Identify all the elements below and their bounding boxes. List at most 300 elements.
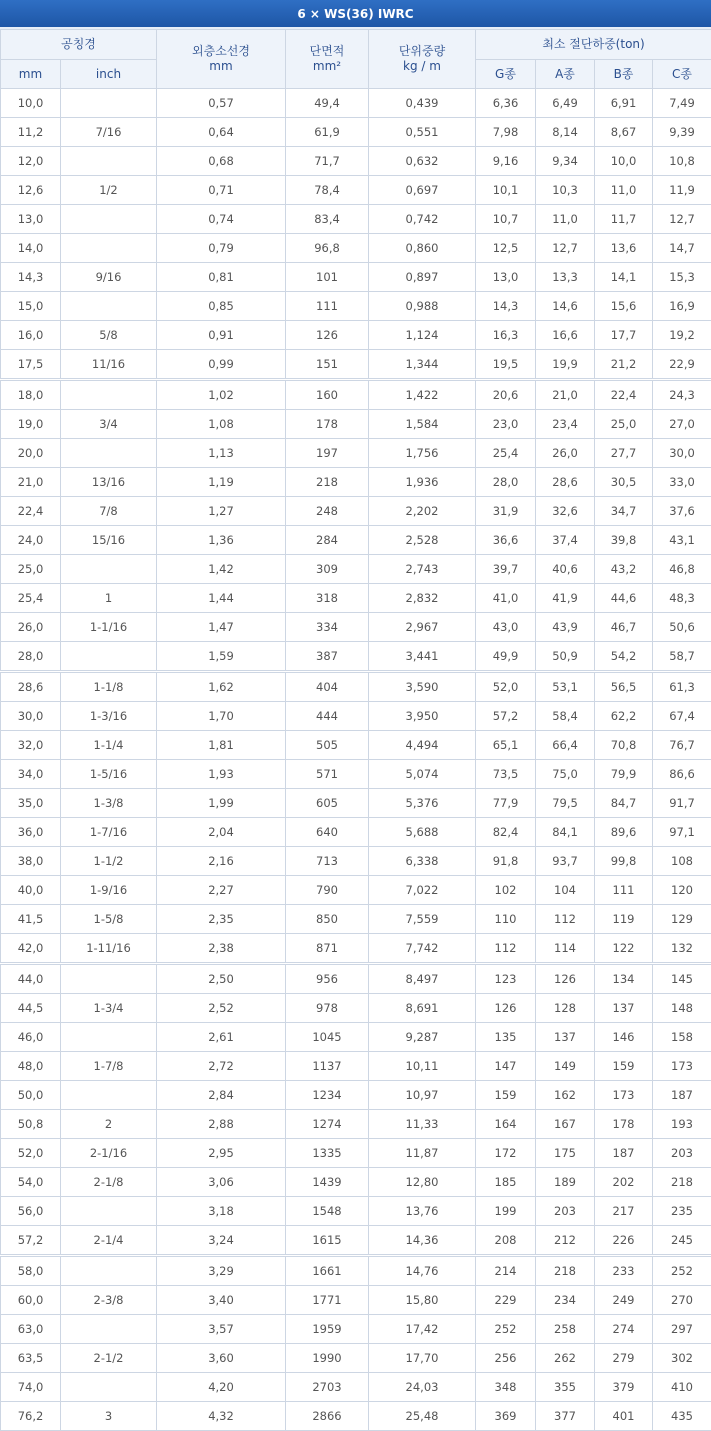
cell-mm: 14,3 [1,263,61,292]
cell-grade-b: 62,2 [595,702,653,731]
cell-grade-g: 73,5 [476,760,536,789]
table-row [1,410,711,439]
cell-grade-b: 178 [595,1110,653,1139]
cell-cross-section: 318 [286,584,369,613]
cell-grade-b: 11,7 [595,205,653,234]
cell-cross-section: 284 [286,526,369,555]
cell-inch [61,1197,157,1226]
cell-cross-section: 1959 [286,1315,369,1344]
cell-outer-wire: 1,47 [157,613,286,642]
cell-mm: 25,0 [1,555,61,584]
cell-outer-wire: 2,50 [157,964,286,994]
cell-unit-weight: 13,76 [369,1197,476,1226]
cell-grade-g: 172 [476,1139,536,1168]
cell-outer-wire: 0,68 [157,147,286,176]
table-row [1,468,711,497]
cell-grade-g: 10,7 [476,205,536,234]
cell-mm: 36,0 [1,818,61,847]
cell-grade-g: 110 [476,905,536,934]
cell-unit-weight: 1,344 [369,350,476,380]
cell-outer-wire: 4,20 [157,1373,286,1402]
cell-grade-a: 258 [536,1315,595,1344]
cell-grade-b: 25,0 [595,410,653,439]
cell-grade-c: 145 [653,964,711,994]
cell-grade-b: 43,2 [595,555,653,584]
cell-grade-g: 13,0 [476,263,536,292]
cell-grade-g: 199 [476,1197,536,1226]
cell-unit-weight: 2,967 [369,613,476,642]
cell-grade-b: 217 [595,1197,653,1226]
cell-grade-c: 9,39 [653,118,711,147]
cell-outer-wire: 1,99 [157,789,286,818]
cell-grade-g: 256 [476,1344,536,1373]
cell-outer-wire: 4,32 [157,1402,286,1431]
cell-outer-wire: 1,08 [157,410,286,439]
table-row [1,205,711,234]
cell-mm: 12,6 [1,176,61,205]
cell-outer-wire: 2,52 [157,994,286,1023]
cell-outer-wire: 2,35 [157,905,286,934]
cell-grade-c: 27,0 [653,410,711,439]
table-row [1,1402,711,1431]
cell-grade-c: 67,4 [653,702,711,731]
cell-cross-section: 571 [286,760,369,789]
cell-cross-section: 1548 [286,1197,369,1226]
cell-mm: 28,6 [1,672,61,702]
cell-grade-b: 22,4 [595,380,653,410]
cell-mm: 48,0 [1,1052,61,1081]
cell-mm: 42,0 [1,934,61,964]
cell-cross-section: 1615 [286,1226,369,1256]
cell-grade-a: 11,0 [536,205,595,234]
cell-unit-weight: 0,988 [369,292,476,321]
cell-grade-g: 28,0 [476,468,536,497]
cell-grade-c: 86,6 [653,760,711,789]
cell-grade-g: 164 [476,1110,536,1139]
cell-cross-section: 78,4 [286,176,369,205]
cell-mm: 57,2 [1,1226,61,1256]
cell-grade-c: 302 [653,1344,711,1373]
cell-outer-wire: 2,61 [157,1023,286,1052]
cell-grade-g: 23,0 [476,410,536,439]
cell-grade-a: 162 [536,1081,595,1110]
cell-unit-weight: 0,697 [369,176,476,205]
cell-outer-wire: 2,88 [157,1110,286,1139]
cell-grade-g: 7,98 [476,118,536,147]
cell-grade-c: 108 [653,847,711,876]
table-row [1,497,711,526]
table-row [1,1373,711,1402]
table-row [1,731,711,760]
cell-grade-c: 245 [653,1226,711,1256]
cell-grade-g: 65,1 [476,731,536,760]
cell-unit-weight: 15,80 [369,1286,476,1315]
cell-inch: 7/16 [61,118,157,147]
cell-unit-weight: 0,742 [369,205,476,234]
cell-mm: 54,0 [1,1168,61,1197]
header-nominal-diameter: 공칭경 [1,30,157,60]
cell-outer-wire: 1,27 [157,497,286,526]
cell-unit-weight: 0,439 [369,89,476,118]
cell-grade-c: 435 [653,1402,711,1431]
cell-grade-b: 44,6 [595,584,653,613]
cell-unit-weight: 5,688 [369,818,476,847]
cell-grade-b: 249 [595,1286,653,1315]
cell-unit-weight: 1,422 [369,380,476,410]
cell-unit-weight: 9,287 [369,1023,476,1052]
cell-outer-wire: 0,91 [157,321,286,350]
cell-grade-a: 218 [536,1256,595,1286]
table-row [1,994,711,1023]
cell-unit-weight: 0,551 [369,118,476,147]
header-unit-weight-label: 단위중량 [398,44,446,58]
cell-grade-g: 36,6 [476,526,536,555]
table-row [1,613,711,642]
cell-inch [61,1023,157,1052]
cell-grade-g: 52,0 [476,672,536,702]
table-row [1,380,711,410]
cell-inch [61,147,157,176]
cell-unit-weight: 3,950 [369,702,476,731]
cell-mm: 32,0 [1,731,61,760]
cell-grade-a: 234 [536,1286,595,1315]
cell-mm: 52,0 [1,1139,61,1168]
cell-grade-a: 8,14 [536,118,595,147]
cell-outer-wire: 3,24 [157,1226,286,1256]
table-row [1,89,711,118]
cell-grade-c: 97,1 [653,818,711,847]
cell-unit-weight: 1,936 [369,468,476,497]
cell-grade-g: 31,9 [476,497,536,526]
cell-grade-g: 77,9 [476,789,536,818]
cell-unit-weight: 3,441 [369,642,476,672]
cell-grade-b: 10,0 [595,147,653,176]
cell-grade-b: 159 [595,1052,653,1081]
header-cross-section-unit: mm² [312,59,342,73]
cell-grade-b: 27,7 [595,439,653,468]
cell-grade-b: 13,6 [595,234,653,263]
header-mm: mm [1,60,61,89]
cell-unit-weight: 7,559 [369,905,476,934]
cell-outer-wire: 3,18 [157,1197,286,1226]
cell-grade-b: 89,6 [595,818,653,847]
table-row [1,350,711,380]
cell-grade-b: 111 [595,876,653,905]
cell-inch: 1-9/16 [61,876,157,905]
cell-unit-weight: 11,33 [369,1110,476,1139]
cell-cross-section: 151 [286,350,369,380]
cell-grade-b: 134 [595,964,653,994]
cell-grade-b: 34,7 [595,497,653,526]
cell-grade-c: 218 [653,1168,711,1197]
cell-grade-b: 6,91 [595,89,653,118]
cell-inch [61,234,157,263]
cell-grade-c: 50,6 [653,613,711,642]
cell-grade-b: 15,6 [595,292,653,321]
cell-grade-c: 158 [653,1023,711,1052]
cell-outer-wire: 1,19 [157,468,286,497]
cell-outer-wire: 2,95 [157,1139,286,1168]
cell-grade-g: 252 [476,1315,536,1344]
cell-inch: 1/2 [61,176,157,205]
table-row [1,147,711,176]
cell-grade-g: 57,2 [476,702,536,731]
cell-inch: 3 [61,1402,157,1431]
cell-grade-b: 21,2 [595,350,653,380]
cell-mm: 17,5 [1,350,61,380]
cell-grade-a: 167 [536,1110,595,1139]
cell-grade-g: 82,4 [476,818,536,847]
header-cross-section-label: 단면적 [309,44,345,58]
table-row [1,1226,711,1256]
cell-cross-section: 956 [286,964,369,994]
cell-grade-a: 43,9 [536,613,595,642]
cell-outer-wire: 1,13 [157,439,286,468]
cell-inch: 2-1/2 [61,1344,157,1373]
cell-grade-c: 24,3 [653,380,711,410]
cell-grade-b: 14,1 [595,263,653,292]
cell-cross-section: 850 [286,905,369,934]
cell-inch [61,89,157,118]
cell-unit-weight: 10,11 [369,1052,476,1081]
cell-inch [61,555,157,584]
cell-unit-weight: 1,584 [369,410,476,439]
cell-inch [61,642,157,672]
cell-inch: 11/16 [61,350,157,380]
cell-grade-b: 279 [595,1344,653,1373]
cell-mm: 34,0 [1,760,61,789]
cell-outer-wire: 3,57 [157,1315,286,1344]
header-grade-b: B종 [595,60,653,89]
cell-cross-section: 101 [286,263,369,292]
cell-inch [61,964,157,994]
cell-mm: 44,5 [1,994,61,1023]
cell-grade-c: 235 [653,1197,711,1226]
cell-outer-wire: 0,85 [157,292,286,321]
cell-grade-a: 9,34 [536,147,595,176]
table-row [1,176,711,205]
header-min-breaking-load: 최소 절단하중(ton) [476,30,711,60]
cell-inch [61,1256,157,1286]
cell-grade-b: 8,67 [595,118,653,147]
cell-unit-weight: 0,860 [369,234,476,263]
cell-cross-section: 387 [286,642,369,672]
cell-grade-a: 66,4 [536,731,595,760]
table-title: 6 × WS(36) IWRC [0,0,711,29]
cell-unit-weight: 6,338 [369,847,476,876]
cell-inch: 2-1/4 [61,1226,157,1256]
cell-grade-a: 19,9 [536,350,595,380]
cell-grade-b: 226 [595,1226,653,1256]
cell-mm: 38,0 [1,847,61,876]
cell-grade-c: 19,2 [653,321,711,350]
cell-grade-c: 15,3 [653,263,711,292]
header-cross-section [286,30,369,89]
table-row [1,702,711,731]
cell-inch [61,1081,157,1110]
cell-inch: 1-1/16 [61,613,157,642]
cell-grade-g: 348 [476,1373,536,1402]
cell-grade-a: 58,4 [536,702,595,731]
cell-mm: 74,0 [1,1373,61,1402]
cell-grade-a: 79,5 [536,789,595,818]
cell-outer-wire: 1,44 [157,584,286,613]
cell-cross-section: 218 [286,468,369,497]
cell-grade-a: 32,6 [536,497,595,526]
cell-inch: 1-1/4 [61,731,157,760]
cell-grade-c: 10,8 [653,147,711,176]
cell-grade-a: 114 [536,934,595,964]
table-row [1,1110,711,1139]
cell-grade-g: 49,9 [476,642,536,672]
cell-grade-g: 185 [476,1168,536,1197]
table-row [1,964,711,994]
cell-cross-section: 505 [286,731,369,760]
cell-grade-a: 41,9 [536,584,595,613]
cell-unit-weight: 3,590 [369,672,476,702]
cell-cross-section: 871 [286,934,369,964]
cell-grade-b: 39,8 [595,526,653,555]
cell-grade-g: 20,6 [476,380,536,410]
cell-mm: 44,0 [1,964,61,994]
cell-cross-section: 1335 [286,1139,369,1168]
cell-cross-section: 1990 [286,1344,369,1373]
table-row [1,118,711,147]
cell-grade-a: 10,3 [536,176,595,205]
cell-inch: 15/16 [61,526,157,555]
cell-grade-b: 122 [595,934,653,964]
cell-grade-g: 25,4 [476,439,536,468]
cell-unit-weight: 8,691 [369,994,476,1023]
cell-outer-wire: 1,36 [157,526,286,555]
table-row [1,584,711,613]
cell-inch: 1-11/16 [61,934,157,964]
cell-inch: 2-3/8 [61,1286,157,1315]
cell-outer-wire: 0,64 [157,118,286,147]
cell-grade-g: 43,0 [476,613,536,642]
cell-grade-a: 13,3 [536,263,595,292]
cell-grade-c: 252 [653,1256,711,1286]
cell-grade-a: 112 [536,905,595,934]
cell-cross-section: 1771 [286,1286,369,1315]
cell-cross-section: 1274 [286,1110,369,1139]
cell-outer-wire: 0,57 [157,89,286,118]
cell-unit-weight: 5,074 [369,760,476,789]
cell-grade-a: 377 [536,1402,595,1431]
cell-grade-b: 79,9 [595,760,653,789]
cell-grade-g: 16,3 [476,321,536,350]
cell-grade-a: 93,7 [536,847,595,876]
table-row [1,439,711,468]
table-row [1,555,711,584]
cell-grade-b: 401 [595,1402,653,1431]
cell-outer-wire: 1,59 [157,642,286,672]
cell-grade-g: 135 [476,1023,536,1052]
cell-inch [61,205,157,234]
table-row [1,526,711,555]
cell-unit-weight: 10,97 [369,1081,476,1110]
cell-cross-section: 605 [286,789,369,818]
cell-mm: 50,8 [1,1110,61,1139]
cell-grade-c: 16,9 [653,292,711,321]
cell-mm: 12,0 [1,147,61,176]
cell-unit-weight: 7,022 [369,876,476,905]
cell-mm: 60,0 [1,1286,61,1315]
cell-grade-g: 9,16 [476,147,536,176]
cell-cross-section: 1439 [286,1168,369,1197]
table-body [1,89,711,1431]
cell-outer-wire: 3,29 [157,1256,286,1286]
cell-grade-g: 12,5 [476,234,536,263]
cell-grade-g: 126 [476,994,536,1023]
cell-unit-weight: 11,87 [369,1139,476,1168]
cell-grade-a: 37,4 [536,526,595,555]
cell-grade-a: 23,4 [536,410,595,439]
cell-grade-g: 102 [476,876,536,905]
cell-unit-weight: 25,48 [369,1402,476,1431]
cell-inch: 9/16 [61,263,157,292]
cell-mm: 10,0 [1,89,61,118]
cell-grade-b: 173 [595,1081,653,1110]
table-row [1,642,711,672]
cell-grade-a: 355 [536,1373,595,1402]
cell-unit-weight: 1,756 [369,439,476,468]
cell-unit-weight: 14,36 [369,1226,476,1256]
cell-cross-section: 49,4 [286,89,369,118]
cell-cross-section: 1045 [286,1023,369,1052]
cell-unit-weight: 17,42 [369,1315,476,1344]
cell-cross-section: 790 [286,876,369,905]
cell-mm: 24,0 [1,526,61,555]
cell-grade-b: 274 [595,1315,653,1344]
cell-grade-g: 208 [476,1226,536,1256]
cell-grade-a: 50,9 [536,642,595,672]
cell-grade-a: 21,0 [536,380,595,410]
cell-inch [61,1373,157,1402]
cell-unit-weight: 17,70 [369,1344,476,1373]
cell-unit-weight: 5,376 [369,789,476,818]
cell-outer-wire: 1,93 [157,760,286,789]
cell-grade-c: 410 [653,1373,711,1402]
cell-unit-weight: 0,632 [369,147,476,176]
cell-grade-b: 11,0 [595,176,653,205]
cell-grade-b: 119 [595,905,653,934]
cell-inch: 1-5/16 [61,760,157,789]
cell-outer-wire: 1,62 [157,672,286,702]
cell-inch: 3/4 [61,410,157,439]
cell-unit-weight: 24,03 [369,1373,476,1402]
cell-cross-section: 2703 [286,1373,369,1402]
cell-mm: 15,0 [1,292,61,321]
cell-cross-section: 2866 [286,1402,369,1431]
cell-grade-b: 30,5 [595,468,653,497]
cell-outer-wire: 3,06 [157,1168,286,1197]
cell-grade-b: 17,7 [595,321,653,350]
cell-cross-section: 178 [286,410,369,439]
cell-grade-g: 91,8 [476,847,536,876]
cell-grade-c: 297 [653,1315,711,1344]
cell-grade-c: 173 [653,1052,711,1081]
table-row [1,1197,711,1226]
cell-mm: 20,0 [1,439,61,468]
cell-grade-a: 126 [536,964,595,994]
cell-grade-g: 6,36 [476,89,536,118]
table-row [1,1139,711,1168]
table-row [1,1081,711,1110]
table-row [1,789,711,818]
cell-inch: 1-7/8 [61,1052,157,1081]
cell-grade-a: 26,0 [536,439,595,468]
